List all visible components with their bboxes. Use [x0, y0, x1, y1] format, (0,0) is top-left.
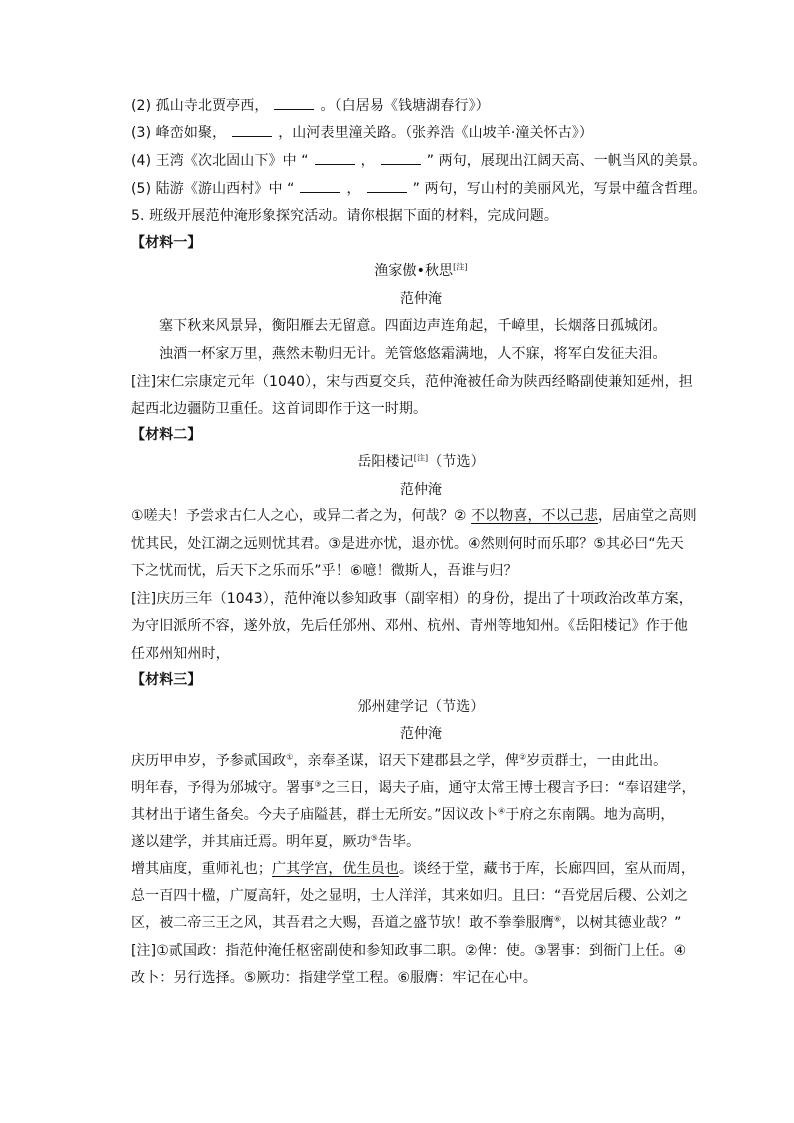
poem-line-1: 塞下秋来风景异，衡阳雁去无留意。四面边声连角起，千嶂里，长烟落日孤城闭。 [159, 318, 667, 334]
answer-blank[interactable] [315, 151, 355, 165]
note-mark: [注] [453, 262, 468, 272]
poem-line-2: 浊酒一杯家万里，燕然未勒归无计。羌管悠悠霜满地，人不寐，将军白发征夫泪。 [159, 346, 667, 362]
material-3-note-line: 改卜：另行选择。⑤厥功：指建学堂工程。⑥服膺：牢记在心中。 [131, 970, 537, 986]
material-2-title: 岳阳楼记[注]（节选） [357, 453, 485, 470]
material-1-header: 【材料一】 [131, 235, 202, 251]
underlined-phrase: 不以物喜，不以己悲 [471, 508, 598, 524]
q4-item-3: (3) 峰峦如聚， ，山河表里潼关路。（张养浩《山坡羊·潼关怀古》） [131, 125, 594, 141]
prose-line: 其材出于诸生备矣。今夫子庙隘甚，群士无所安。”因议改卜④于府之东南隅。地为高明， [131, 806, 675, 823]
material-1-author: 范仲淹 [399, 291, 443, 307]
prose-line: 区，被二帝三王之风，其吾君之大赐，吾道之盛节欤！敢不拳拳服膺⑥，以树其德业哉？” [131, 914, 682, 931]
q4-item-2: (2) 孤山寺北贾亭西， 。（白居易《钱塘湖春行》） [131, 98, 490, 114]
material-2-note-line: 任邓州知州时， [131, 646, 230, 662]
note-mark: [注] [413, 453, 429, 463]
prose-line: 总一百四十楹，广厦高轩，处之显明，士人洋洋，其来如归。且曰：“吾党居后稷、公刘之 [131, 888, 689, 904]
material-2-note-line: 为守旧派所不容，遂外放，先后任邠州、邓州、杭州、青州等地知州。《岳阳楼记》作于他 [131, 618, 688, 634]
material-3-header: 【材料三】 [131, 672, 202, 688]
prose-line: ①嗟夫！予尝求古仁人之心，或异二者之为，何哉？② 不以物喜，不以己悲，居庙堂之高则 [131, 508, 697, 524]
material-3-note-line: [注]①贰国政：指范仲淹任枢密副使和参知政事二职。②俾：使。③署事：到衙门上任。④ [131, 943, 687, 959]
material-1-title: 渔家傲•秋思[注] [374, 262, 468, 279]
material-2-author: 范仲淹 [399, 482, 443, 498]
material-2-header: 【材料二】 [131, 427, 202, 443]
underlined-phrase: 广其学宫，优生员也 [272, 861, 399, 877]
answer-blank[interactable] [381, 151, 421, 165]
prose-line: 遂以建学，并其庙迁焉。明年夏，厥功⑤告毕。 [131, 833, 421, 850]
prose-line: 庆历甲申岁，予参贰国政①，亲奉圣谋，诏天下建郡县之学，俾②岁贡群士，一由此出。 [131, 752, 668, 769]
answer-blank[interactable] [274, 96, 314, 110]
answer-blank[interactable] [232, 123, 272, 137]
answer-blank[interactable] [300, 179, 340, 193]
prose-line: 明年春，予得为邠城守。署事③之三日，谒夫子庙，通守太常王博士稷言予曰：“奉诏建学， [131, 779, 696, 796]
answer-blank[interactable] [367, 179, 407, 193]
material-1-note-line: 起西北边疆防卫重任。这首词即作于这一时期。 [131, 401, 428, 417]
material-3-author: 范仲淹 [399, 726, 443, 742]
prose-line: 增其庙度，重师礼也；广其学宫，优生员也。谈经于堂，藏书于库，长廊四回，室从而周， [131, 861, 696, 877]
prose-line: 下之忧而忧，后天下之乐而乐”乎！⑥噫！微斯人，吾谁与归？ [131, 563, 518, 579]
material-1-note-line: [注]宋仁宗康定元年（1040），宋与西夏交兵，范仲淹被任命为陕西经略副使兼知延州，担 [131, 374, 693, 390]
prose-line: 忧其民，处江湖之远则忧其君。③是进亦忧，退亦忧。④然则何时而乐耶？⑤其必曰“先天 [131, 536, 684, 552]
q4-item-4: (4) 王湾《次北固山下》中 “ ， ” 两句，展现出江阔天高、一帆当风的美景。 [131, 153, 707, 169]
material-3-title: 邠州建学记（节选） [357, 699, 485, 715]
q4-item-5: (5) 陆游《游山西村》中 “ ， ” 两句，写山村的美丽风光，写景中蕴含哲理。 [131, 181, 707, 197]
material-2-note-line: [注]庆历三年（1043），范仲淹以参知政事（副宰相）的身份，提出了十项政治改革方案， [131, 591, 693, 607]
q5-intro: 5. 班级开展范仲淹形象探究活动。请你根据下面的材料，完成问题。 [131, 208, 559, 224]
